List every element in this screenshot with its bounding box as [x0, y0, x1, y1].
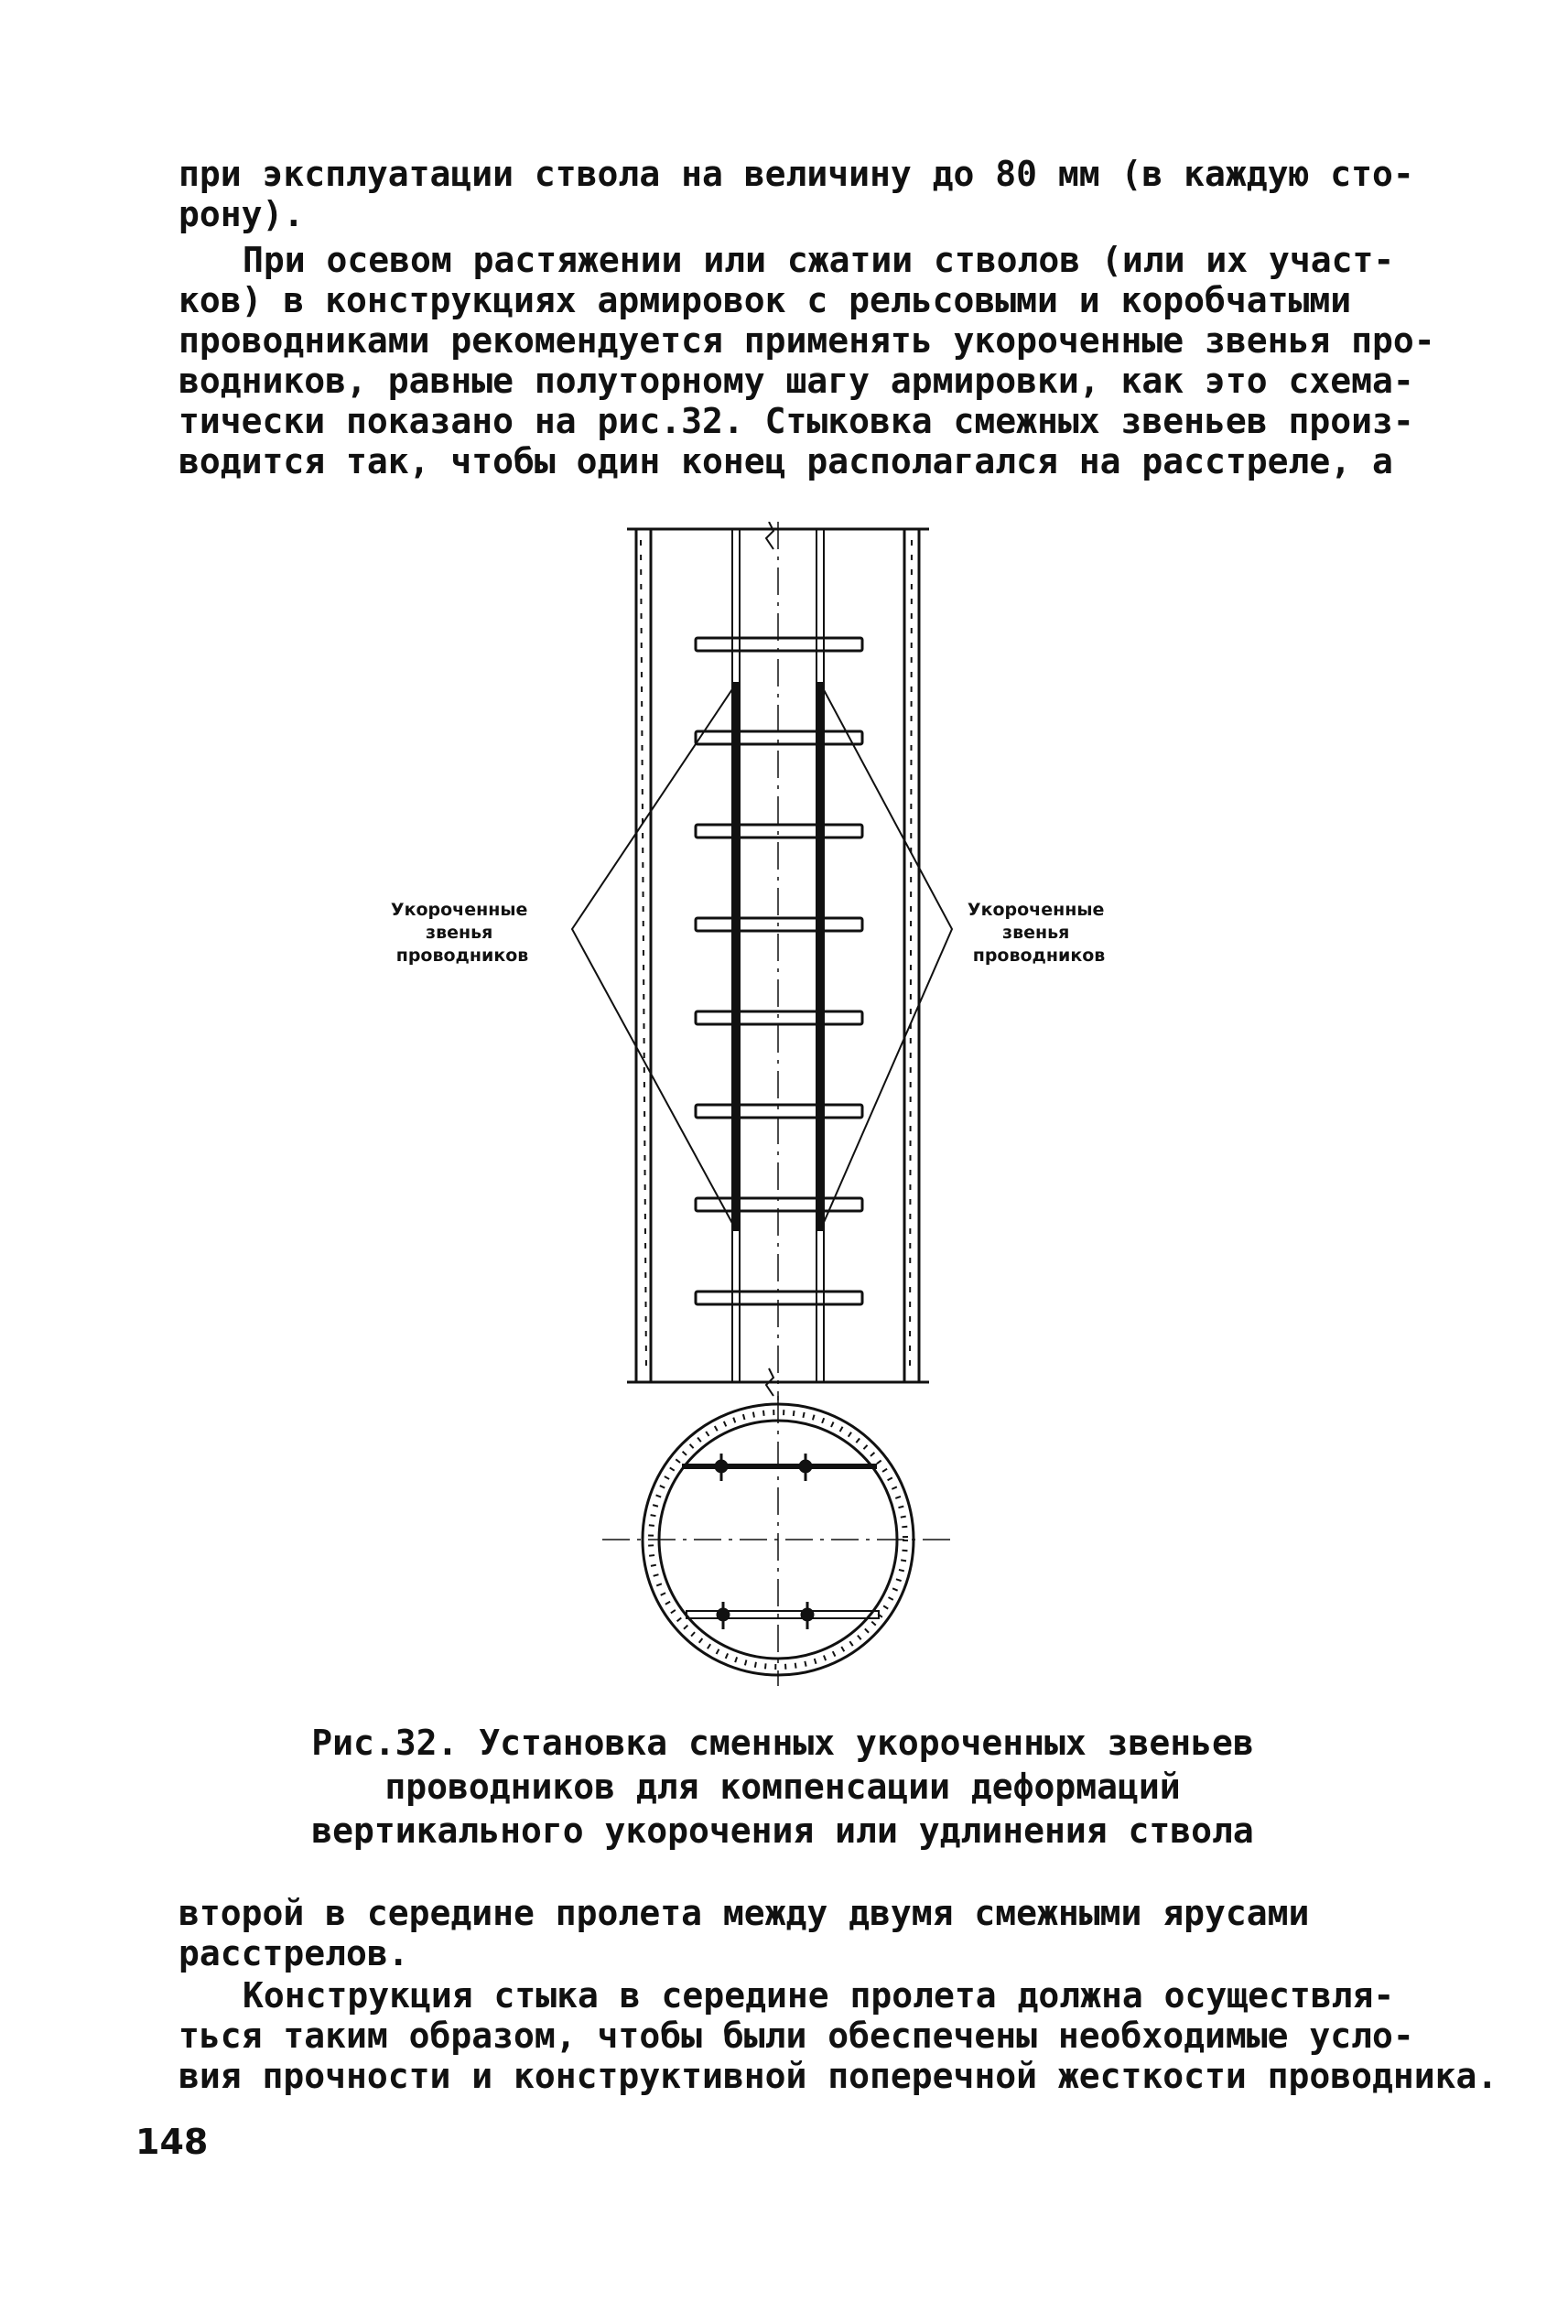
caption-line: вертикального укорочения или удлинения ствола	[311, 1811, 1254, 1851]
right-leader	[822, 686, 952, 1227]
label-left-line: Укороченные	[390, 900, 528, 920]
page-number: 148	[135, 2122, 209, 2162]
label-right-line: проводников	[972, 946, 1106, 966]
left-leader	[572, 686, 734, 1227]
text-line: водится так, чтобы один конец располагался на расстреле, а	[178, 441, 1393, 481]
paragraph-1	[178, 154, 1433, 234]
shaft-elevation	[572, 522, 952, 1400]
label-left-line: проводников	[395, 946, 529, 966]
label-left	[391, 900, 534, 966]
label-left-line: звенья	[426, 923, 493, 943]
label-right-line: звенья	[1002, 923, 1070, 943]
figure-32	[366, 522, 1190, 1712]
label-right-line: Укороченные	[967, 900, 1105, 920]
text-line: ться таким образом, чтобы были обеспечены необходимые усло-	[178, 2016, 1414, 2056]
paragraph-2	[178, 240, 1433, 481]
figure-caption	[275, 1721, 1291, 1853]
text-line: при эксплуатации ствола на величину до 80 мм (в каждую сто-	[178, 154, 1414, 194]
left-shaft-wall	[636, 529, 651, 1382]
text-line: второй в середине пролета между двумя смежными ярусами	[178, 1893, 1310, 1933]
shaft-cross-section	[602, 1396, 954, 1686]
text-line: рону).	[178, 194, 305, 234]
text-line: ков) в конструкциях армировок с рельсовыми и коробчатыми	[178, 280, 1352, 320]
paragraph-4	[178, 1975, 1498, 2096]
text-line: При осевом растяжении или сжатии стволов (или их участ-	[243, 240, 1395, 280]
caption-line: проводников для компенсации деформаций	[384, 1767, 1181, 1807]
text-line: Конструкция стыка в середине пролета должна осуществля-	[243, 1975, 1395, 2016]
shaft-diagram	[366, 522, 1190, 1712]
caption-line: Рис.32. Установка сменных укороченных звеньев	[311, 1723, 1254, 1763]
text-line: проводниками рекомендуется применять укороченные звенья про-	[178, 320, 1435, 361]
label-right	[968, 900, 1110, 966]
paragraph-3	[178, 1893, 1433, 1973]
text-line: расстрелов.	[178, 1933, 409, 1973]
text-line: водников, равные полуторному шагу армировки, как это схема-	[178, 361, 1414, 401]
buntons	[696, 638, 862, 1304]
text-line: вия прочности и конструктивной поперечной жесткости проводника.	[178, 2056, 1498, 2096]
text-line: тически показано на рис.32. Стыковка смежных звеньев произ-	[178, 401, 1414, 441]
